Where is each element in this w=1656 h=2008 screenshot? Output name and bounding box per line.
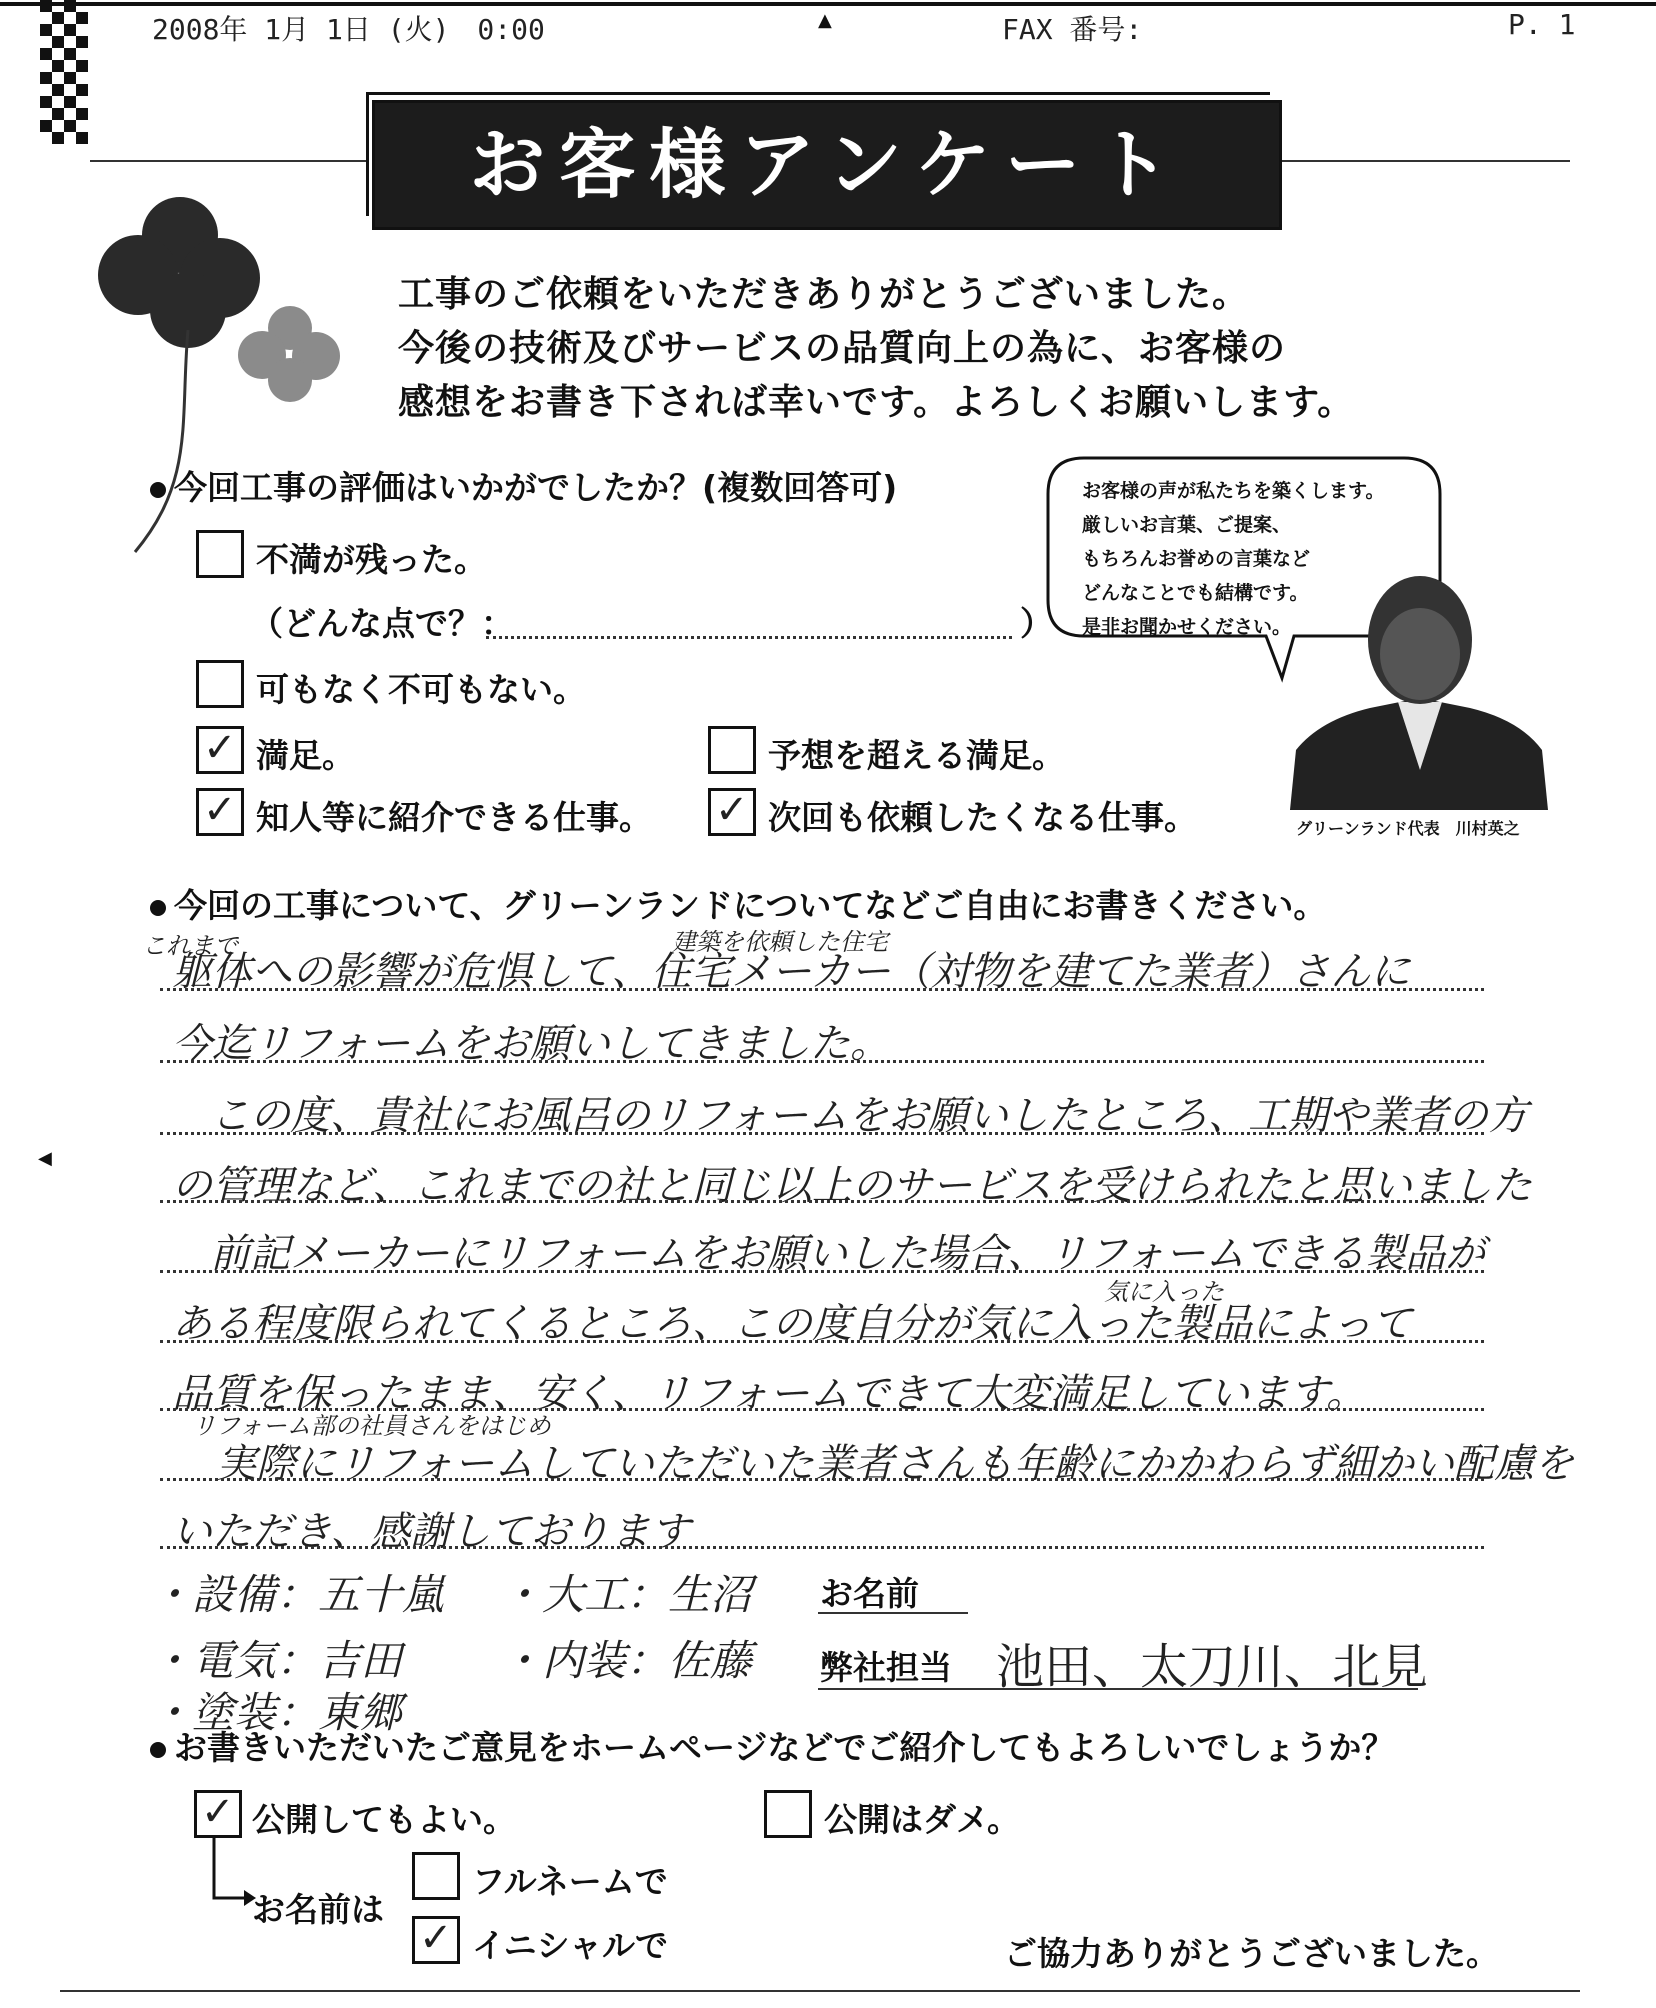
label-publish-ok: 公開してもよい。 [252, 1800, 516, 1839]
frame-bottom-line [60, 1990, 1580, 1992]
label-unsatisfied: 不満が残った。 [256, 540, 487, 579]
checkbox-publish-ng[interactable] [764, 1790, 812, 1838]
label-neutral: 可もなく不可もない。 [256, 670, 586, 709]
staff-electric: ・電気：吉田 [150, 1636, 403, 1685]
representative-photo [1290, 570, 1550, 810]
label-beyond: 予想を超える満足。 [768, 736, 1065, 775]
checkbox-initial[interactable] [412, 1916, 460, 1964]
handwritten-line-5: 前記メーカーにリフォームをお願いした場合、リフォームできる製品が [210, 1231, 1486, 1277]
staff-equipment: ・設備：五十嵐 [150, 1570, 445, 1619]
writing-line-8 [160, 1478, 1484, 1481]
writing-line-3 [160, 1132, 1484, 1135]
checkbox-satisfied[interactable] [196, 726, 244, 774]
label-publish-ng: 公開はダメ。 [824, 1800, 1021, 1839]
checkbox-neutral[interactable] [196, 660, 244, 708]
handwritten-line-3: この度、貴社にお風呂のリフォームをお願いしたところ、工期や業者の方 [210, 1093, 1528, 1139]
checkbox-beyond[interactable] [708, 726, 756, 774]
check-mark-icon: ✓ [419, 1915, 453, 1961]
top-border [0, 2, 1656, 6]
fax-page: P. 1 [1508, 8, 1576, 41]
staff-paint: ・塗装：東郷 [150, 1688, 403, 1737]
annotation-above-line-1-mid: 建築を依頼した住宅 [672, 928, 888, 956]
representative-caption: グリーンランド代表 川村英之 [1296, 819, 1520, 838]
handwritten-line-2: 今迄リフォームをお願いしてきました。 [172, 1021, 890, 1067]
bullet-icon [150, 900, 166, 916]
handwritten-line-9: いただき、感謝しております [172, 1509, 691, 1555]
bubble-line-2: 厳しいお言葉、ご提案、 [1082, 514, 1292, 536]
handwritten-line-7: 品質を保ったまま、安く、リフォームできて大変満足しています。 [172, 1371, 1366, 1417]
q1-question-text: 今回工事の評価はいかがでしたか？(複数回答可) [174, 468, 898, 507]
thanks-text: ご協力ありがとうございました。 [1004, 1934, 1499, 1973]
checkbox-again[interactable] [708, 788, 756, 836]
checkbox-fullname[interactable] [412, 1852, 460, 1900]
check-mark-icon: ✓ [203, 787, 237, 833]
handwritten-line-6: ある程度限られてくるところ、この度自分が気に入った製品によって [172, 1301, 1412, 1347]
name-label: お名前 [820, 1574, 919, 1613]
name-underline [818, 1612, 968, 1614]
writing-line-1 [160, 988, 1484, 991]
checkbox-recommend[interactable] [196, 788, 244, 836]
writing-line-4 [160, 1200, 1484, 1203]
writing-line-2 [160, 1060, 1484, 1063]
triangle-marker-icon: ▲ [818, 10, 832, 31]
bubble-line-5: 是非お聞かせください。 [1082, 616, 1292, 638]
staff-interior: ・内装：佐藤 [500, 1636, 753, 1685]
check-mark-icon: ✓ [203, 725, 237, 771]
detail-open: （どんな点で？： [250, 604, 514, 643]
q2-question-text: 今回の工事について、グリーンランドについてなどご自由にお書きください。 [174, 886, 1327, 925]
intro-line-1: 工事のご依頼をいただきありがとうございました。 [398, 274, 1250, 315]
survey-title: お客様アンケート [469, 120, 1185, 209]
label-fullname: フルネームで [472, 1862, 668, 1901]
q2-question [150, 880, 1326, 927]
checker-pattern [40, 0, 90, 150]
bullet-icon [150, 482, 166, 498]
label-again: 次回も依頼したくなる仕事。 [768, 798, 1197, 837]
writing-line-6 [160, 1340, 1484, 1343]
q1-question [150, 462, 897, 509]
bullet-icon [150, 1742, 166, 1758]
fax-number-label: FAX 番号: [1002, 13, 1143, 46]
survey-title-box [372, 100, 1282, 230]
writing-line-5 [160, 1270, 1484, 1273]
handwritten-line-8: 実際にリフォームしていただいた業者さんも年齢にかかわらず細かい配慮を [216, 1441, 1574, 1487]
bubble-line-3: もちろんお誉めの言葉など [1082, 548, 1311, 570]
staff-names: 池田、太刀川、北見 [996, 1639, 1429, 1695]
checkbox-unsatisfied[interactable] [196, 530, 244, 578]
handwritten-line-1: 躯体への影響が危惧して、住宅メーカー（対物を建てた業者）さんに [172, 949, 1411, 995]
staff-label: 弊社担当 [820, 1648, 952, 1687]
q3-question [150, 1722, 1394, 1769]
fax-datetime: 2008年 1月 1日 (火) 0:00 [152, 13, 545, 46]
check-mark-icon: ✓ [201, 1789, 235, 1835]
label-recommend: 知人等に紹介できる仕事。 [256, 798, 652, 837]
detail-close: ） [1020, 604, 1053, 643]
intro-line-3: 感想をお書き下されば幸いです。よろしくお願いします。 [398, 382, 1355, 423]
detail-input-line[interactable] [486, 636, 1012, 639]
side-marker-icon: ◀ [38, 1148, 52, 1169]
label-initial: イニシャルで [472, 1926, 669, 1965]
label-name-is: お名前は [252, 1890, 384, 1929]
staff-carpenter: ・大工：生沼 [500, 1570, 753, 1619]
bubble-line-1: お客様の声が私たちを築くします。 [1082, 480, 1385, 502]
check-mark-icon: ✓ [715, 787, 749, 833]
writing-line-9 [160, 1546, 1484, 1549]
bubble-line-4: どんなことでも結構です。 [1082, 582, 1309, 604]
checkbox-publish-ok[interactable] [194, 1790, 242, 1838]
intro-line-2: 今後の技術及びサービスの品質向上の為に、お客様の [398, 328, 1287, 369]
arrow-icon [200, 1836, 260, 1916]
handwritten-line-4: の管理など、これまでの社と同じ以上のサービスを受けられたと思いました [172, 1163, 1532, 1209]
label-satisfied: 満足。 [256, 736, 355, 775]
annotation-above-line-1-left: これまで [142, 932, 238, 960]
annotation-above-line-8: リフォーム部の社員さんをはじめ [192, 1412, 551, 1440]
staff-underline [818, 1688, 1418, 1690]
q3-question-text: お書きいただいたご意見をホームページなどでご紹介してもよろしいでしょうか？ [174, 1728, 1395, 1767]
annotation-above-line-6: 気に入った [1104, 1278, 1224, 1306]
